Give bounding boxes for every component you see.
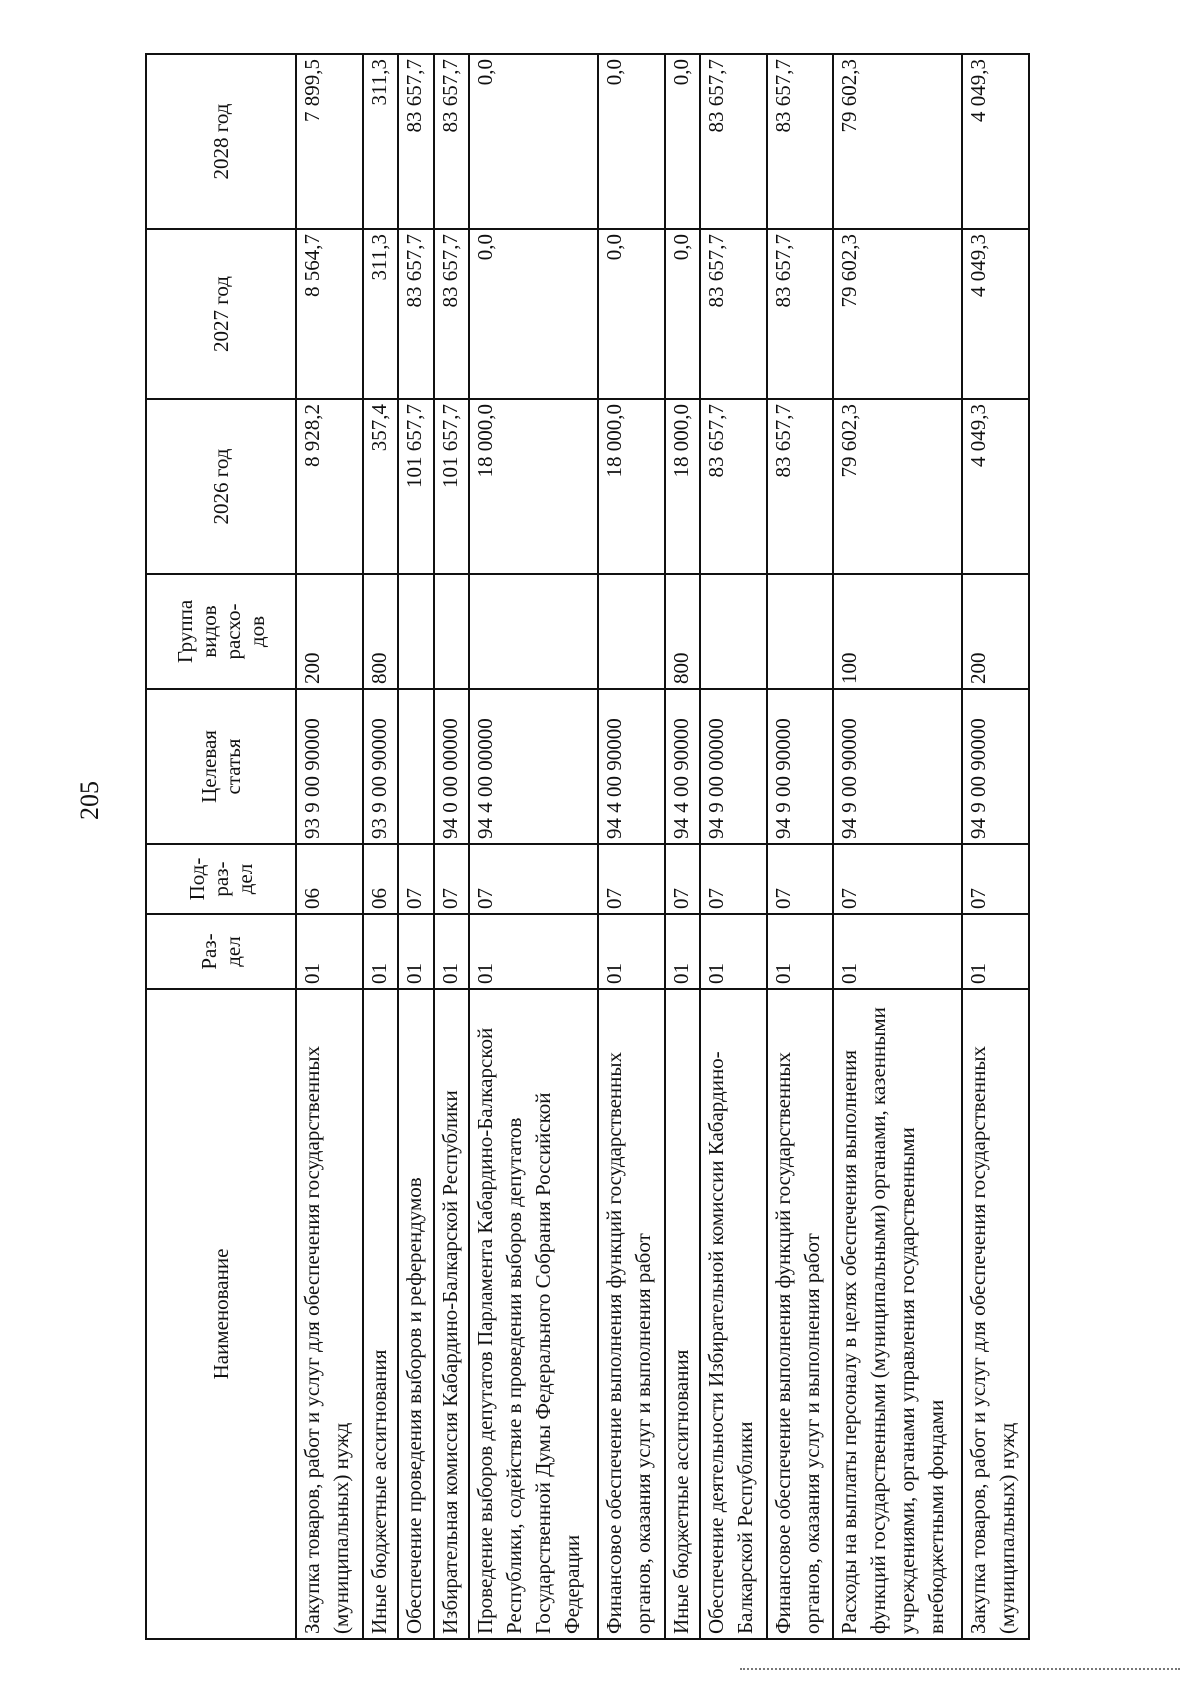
cell-razdel: 01 — [434, 914, 469, 989]
cell-year-2027: 4 049,3 — [962, 229, 1029, 399]
cell-name: Проведение выборов депутатов Парламента Кабардино-Балкарской Республики, содействие в проведении выборов депутатов Государственной Думы Федерального Собрания Российской Федерации — [469, 989, 598, 1639]
table-row — [598, 54, 665, 1639]
cell-year-2028: 83 657,7 — [700, 54, 767, 229]
cell-razdel: 01 — [833, 914, 962, 989]
cell-year-2026: 18 000,0 — [665, 399, 700, 574]
cell-razdel: 01 — [363, 914, 398, 989]
cell-year-2028: 0,0 — [665, 54, 700, 229]
header-year-2027: 2027 год — [146, 229, 296, 399]
table-row — [398, 54, 433, 1639]
cell-razdel: 01 — [296, 914, 363, 989]
header-podrazdel: Под- раз- дел — [146, 844, 296, 914]
cell-year-2026: 79 602,3 — [833, 399, 962, 574]
cell-year-2027: 0,0 — [665, 229, 700, 399]
cell-year-2027: 83 657,7 — [767, 229, 834, 399]
cell-expense-group: 800 — [665, 574, 700, 689]
cell-year-2026: 101 657,7 — [434, 399, 469, 574]
cell-expense-group — [598, 574, 665, 689]
table-row — [296, 54, 363, 1639]
cell-year-2028: 0,0 — [469, 54, 598, 229]
cell-expense-group — [434, 574, 469, 689]
table-row — [469, 54, 598, 1639]
cell-expense-group — [398, 574, 433, 689]
cell-target-article: 94 9 00 90000 — [833, 689, 962, 844]
cell-target-article: 94 0 00 00000 — [434, 689, 469, 844]
cell-name: Расходы на выплаты персоналу в целях обеспечения выполнения функций государственными (муниципальными) органами, казенными учреждениями, органами управления государственными внебюджетными фондами — [833, 989, 962, 1639]
table-row — [434, 54, 469, 1639]
cell-target-article: 94 4 00 90000 — [598, 689, 665, 844]
cell-year-2028: 311,3 — [363, 54, 398, 229]
cell-target-article: 93 9 00 90000 — [296, 689, 363, 844]
header-year-2026: 2026 год — [146, 399, 296, 574]
cell-year-2027: 83 657,7 — [398, 229, 433, 399]
cell-year-2028: 83 657,7 — [398, 54, 433, 229]
cell-expense-group — [469, 574, 598, 689]
cell-expense-group: 200 — [962, 574, 1029, 689]
cell-razdel: 01 — [767, 914, 834, 989]
cell-razdel: 01 — [598, 914, 665, 989]
cell-expense-group: 800 — [363, 574, 398, 689]
table-header-row — [146, 54, 296, 1639]
cell-year-2026: 83 657,7 — [700, 399, 767, 574]
table-row — [665, 54, 700, 1639]
cell-podrazdel: 07 — [665, 844, 700, 914]
table-row — [962, 54, 1029, 1639]
cell-year-2026: 18 000,0 — [598, 399, 665, 574]
page-number: 205 — [75, 781, 104, 820]
cell-year-2026: 18 000,0 — [469, 399, 598, 574]
scan-artifact-line — [740, 1668, 1180, 1670]
cell-year-2027: 311,3 — [363, 229, 398, 399]
cell-podrazdel: 07 — [962, 844, 1029, 914]
cell-year-2027: 8 564,7 — [296, 229, 363, 399]
header-expense-group: Группа видов расхо- дов — [146, 574, 296, 689]
cell-year-2026: 4 049,3 — [962, 399, 1029, 574]
table-body — [296, 54, 1029, 1639]
cell-razdel: 01 — [665, 914, 700, 989]
header-target-article: Целевая статья — [146, 689, 296, 844]
cell-target-article: 94 9 00 00000 — [700, 689, 767, 844]
cell-year-2028: 79 602,3 — [833, 54, 962, 229]
table-row — [363, 54, 398, 1639]
cell-year-2028: 7 899,5 — [296, 54, 363, 229]
cell-target-article: 94 4 00 00000 — [469, 689, 598, 844]
cell-year-2028: 83 657,7 — [434, 54, 469, 229]
cell-name: Обеспечение проведения выборов и референдумов — [398, 989, 433, 1639]
cell-name: Финансовое обеспечение выполнения функций государственных органов, оказания услуг и выполнения работ — [767, 989, 834, 1639]
cell-year-2026: 83 657,7 — [767, 399, 834, 574]
cell-name: Закупка товаров, работ и услуг для обеспечения государственных (муниципальных) нужд — [962, 989, 1029, 1639]
cell-year-2027: 0,0 — [598, 229, 665, 399]
cell-podrazdel: 06 — [363, 844, 398, 914]
cell-podrazdel: 06 — [296, 844, 363, 914]
cell-year-2026: 8 928,2 — [296, 399, 363, 574]
cell-podrazdel: 07 — [767, 844, 834, 914]
cell-podrazdel: 07 — [598, 844, 665, 914]
cell-podrazdel: 07 — [833, 844, 962, 914]
cell-expense-group: 100 — [833, 574, 962, 689]
cell-year-2027: 79 602,3 — [833, 229, 962, 399]
cell-year-2028: 0,0 — [598, 54, 665, 229]
cell-year-2027: 83 657,7 — [434, 229, 469, 399]
cell-target-article: 94 9 00 90000 — [767, 689, 834, 844]
cell-year-2027: 83 657,7 — [700, 229, 767, 399]
table-row — [700, 54, 767, 1639]
cell-year-2026: 357,4 — [363, 399, 398, 574]
cell-podrazdel: 07 — [700, 844, 767, 914]
cell-name: Избирательная комиссия Кабардино-Балкарской Республики — [434, 989, 469, 1639]
cell-name: Иные бюджетные ассигнования — [665, 989, 700, 1639]
cell-podrazdel: 07 — [469, 844, 598, 914]
cell-target-article: 93 9 00 90000 — [363, 689, 398, 844]
budget-table — [145, 53, 1030, 1640]
rotated-table-container — [145, 55, 1030, 1640]
cell-target-article — [398, 689, 433, 844]
cell-target-article: 94 9 00 90000 — [962, 689, 1029, 844]
cell-year-2027: 0,0 — [469, 229, 598, 399]
cell-name: Закупка товаров, работ и услуг для обеспечения государственных (муниципальных) нужд — [296, 989, 363, 1639]
cell-expense-group — [767, 574, 834, 689]
cell-razdel: 01 — [469, 914, 598, 989]
table-row — [833, 54, 962, 1639]
header-year-2028: 2028 год — [146, 54, 296, 229]
cell-target-article: 94 4 00 90000 — [665, 689, 700, 844]
cell-name: Обеспечение деятельности Избирательной комиссии Кабардино-Балкарской Республики — [700, 989, 767, 1639]
cell-year-2028: 4 049,3 — [962, 54, 1029, 229]
header-name: Наименование — [146, 989, 296, 1639]
cell-razdel: 01 — [398, 914, 433, 989]
cell-name: Финансовое обеспечение выполнения функций государственных органов, оказания услуг и выполнения работ — [598, 989, 665, 1639]
cell-podrazdel: 07 — [434, 844, 469, 914]
cell-year-2026: 101 657,7 — [398, 399, 433, 574]
cell-expense-group — [700, 574, 767, 689]
cell-razdel: 01 — [700, 914, 767, 989]
cell-year-2028: 83 657,7 — [767, 54, 834, 229]
table-row — [767, 54, 834, 1639]
cell-name: Иные бюджетные ассигнования — [363, 989, 398, 1639]
header-razdel: Раз- дел — [146, 914, 296, 989]
cell-razdel: 01 — [962, 914, 1029, 989]
cell-podrazdel: 07 — [398, 844, 433, 914]
cell-expense-group: 200 — [296, 574, 363, 689]
